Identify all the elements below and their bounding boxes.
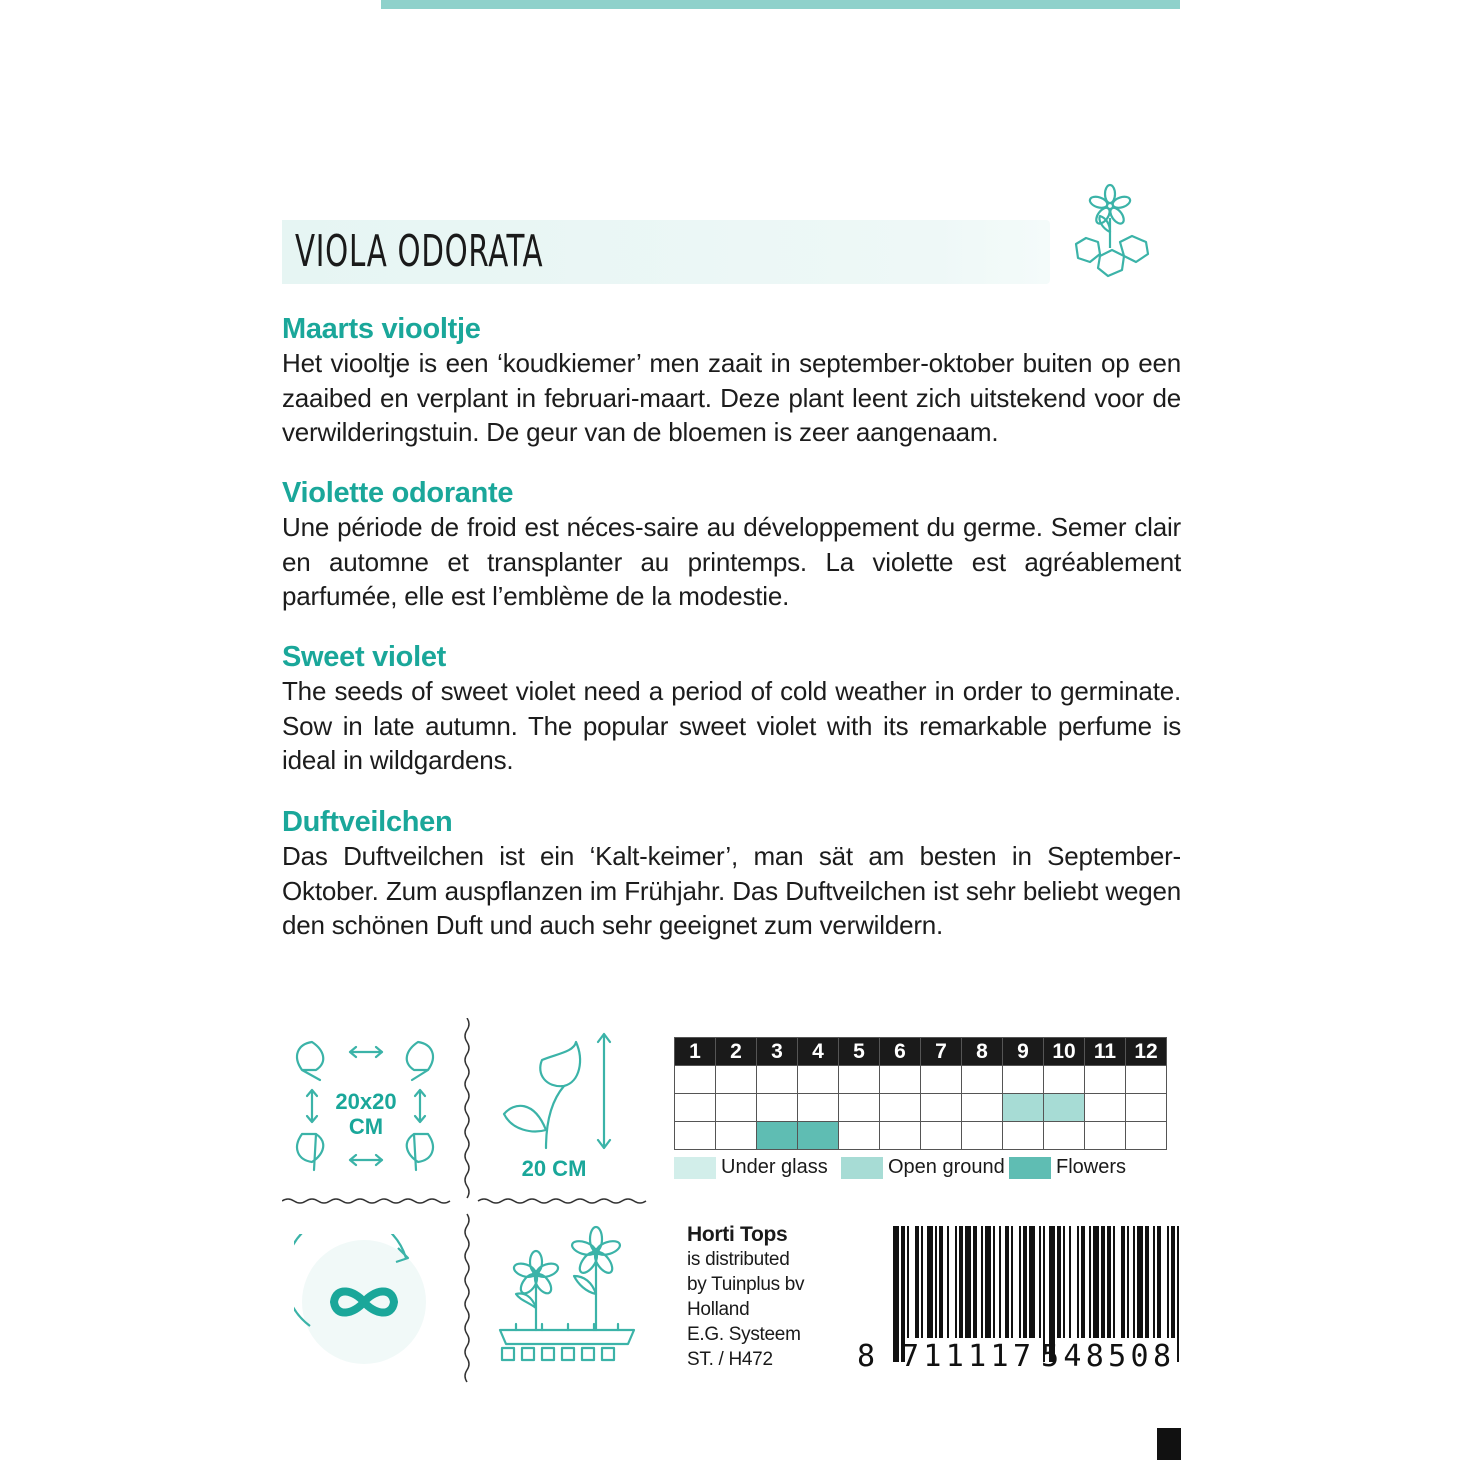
section-text: Het viooltje is een ‘koudkiemer’ men zaait in september-oktober buiten op een zaaibed en verplant in februari-maart. Deze plant leent zich uitstekend voor de verwilderingstuin. De geur van de bloemen is zeer aangenaam. (282, 348, 1181, 447)
section-french (282, 476, 1181, 614)
month-1: 1 (675, 1038, 716, 1066)
distributor-line: E.G. Systeem (687, 1324, 801, 1345)
legend-label: Under glass (721, 1156, 828, 1178)
calendar-cell (921, 1094, 962, 1122)
top-color-bar (381, 0, 1180, 9)
section-dutch (282, 312, 1181, 450)
calendar-cell (1085, 1066, 1126, 1094)
calendar-cell (839, 1066, 880, 1094)
month-11: 11 (1085, 1038, 1126, 1066)
calendar-cell (839, 1122, 880, 1150)
section-text: Une période de froid est néces-saire au développement du germe. Semer clair en automne et transplanter au printemps. La violette est agréablement parfumée, elle est l’emblème de la modestie. (282, 512, 1181, 611)
calendar-cell (757, 1066, 798, 1094)
section-text: Das Duftveilchen ist ein ‘Kalt-keimer’, man sät am besten in September-Oktober. Zum auspflanzen im Frühjahr. Das Duftveilchen ist sehr beliebt wegen den schönen Duft und auch sehr geeignet zum verwildern. (282, 841, 1181, 940)
month-3: 3 (757, 1038, 798, 1066)
plant-height-icon (494, 1030, 624, 1190)
month-2: 2 (716, 1038, 757, 1066)
calendar-cell (1003, 1122, 1044, 1150)
month-6: 6 (880, 1038, 921, 1066)
legend-under-glass (674, 1156, 828, 1179)
calendar-row-open-ground (675, 1094, 1167, 1122)
legend-open-ground (841, 1156, 1005, 1179)
calendar-cell (1085, 1094, 1126, 1122)
brand-name: Horti Tops (687, 1223, 788, 1246)
calendar-cell (716, 1066, 757, 1094)
calendar-cell (1003, 1094, 1044, 1122)
legend-flowers (1009, 1156, 1126, 1179)
section-heading: Maarts viooltje (282, 313, 481, 345)
sowing-calendar (674, 1037, 1167, 1150)
calendar-row-flowers (675, 1122, 1167, 1150)
calendar-cell (1044, 1122, 1085, 1150)
calendar-cell (798, 1122, 839, 1150)
legend-label: Open ground (888, 1156, 1005, 1178)
month-7: 7 (921, 1038, 962, 1066)
calendar-cell (839, 1094, 880, 1122)
corner-mark (1157, 1428, 1181, 1460)
calendar-cell (716, 1122, 757, 1150)
calendar-cell (757, 1122, 798, 1150)
legend-label: Flowers (1056, 1156, 1127, 1178)
distributor-line: ST. / H472 (687, 1349, 773, 1370)
height-label: 20 CM (521, 1156, 587, 1181)
calendar-cell (757, 1094, 798, 1122)
section-heading: Duftveilchen (282, 806, 453, 838)
calendar-cell (798, 1094, 839, 1122)
calendar-cell (1126, 1066, 1167, 1094)
calendar-cell (1085, 1122, 1126, 1150)
month-10: 10 (1044, 1038, 1085, 1066)
distributor-line: Holland (687, 1299, 750, 1320)
seedling-tray-icon (494, 1222, 640, 1368)
calendar-row-under-glass (675, 1066, 1167, 1094)
section-text: The seeds of sweet violet need a period of cold weather in order to germinate. Sow in late autumn. The popular sweet violet with its remarkable perfume is ideal in wildgardens. (282, 676, 1181, 775)
calendar-cell (1003, 1066, 1044, 1094)
calendar-cell (880, 1122, 921, 1150)
section-heading: Violette odorante (282, 477, 514, 509)
distributor-info (687, 1222, 804, 1372)
spacing-line1: 20x20 (335, 1089, 397, 1114)
flower-hexagon-icon (1068, 182, 1154, 282)
calendar-cell (962, 1122, 1003, 1150)
legend-swatch (674, 1157, 716, 1179)
calendar-cell (1126, 1094, 1167, 1122)
calendar-cell (1044, 1066, 1085, 1094)
calendar-cell (962, 1094, 1003, 1122)
plant-spacing-icon (290, 1030, 446, 1180)
spacing-line2: CM (348, 1114, 384, 1139)
section-heading: Sweet violet (282, 641, 447, 673)
barcode-first-digit: 8 (857, 1339, 876, 1372)
month-12: 12 (1126, 1038, 1167, 1066)
wavy-divider (282, 1194, 652, 1208)
month-8: 8 (962, 1038, 1003, 1066)
infinity-icon (294, 1234, 440, 1374)
calendar-cell (675, 1094, 716, 1122)
calendar-cell (675, 1066, 716, 1094)
barcode (857, 1226, 1182, 1372)
barcode-right-digits: 548508 (1041, 1339, 1171, 1372)
legend-swatch (841, 1157, 883, 1179)
month-9: 9 (1003, 1038, 1044, 1066)
calendar-cell (962, 1066, 1003, 1094)
distributor-line: is distributed (687, 1249, 790, 1270)
calendar-cell (675, 1122, 716, 1150)
section-german (282, 805, 1181, 943)
calendar-cell (1126, 1122, 1167, 1150)
section-english (282, 640, 1181, 778)
month-4: 4 (798, 1038, 839, 1066)
page-title: VIOLA ODORATA (295, 226, 544, 277)
calendar-cell (921, 1122, 962, 1150)
calendar-cell (880, 1066, 921, 1094)
calendar-cell (880, 1094, 921, 1122)
distributor-line: by Tuinplus bv (687, 1274, 805, 1295)
calendar-header-row (675, 1038, 1167, 1066)
calendar-cell (921, 1066, 962, 1094)
calendar-cell (1044, 1094, 1085, 1122)
barcode-left-digits: 711117 (901, 1339, 1031, 1372)
calendar-cell (798, 1066, 839, 1094)
month-5: 5 (839, 1038, 880, 1066)
calendar-cell (716, 1094, 757, 1122)
legend-swatch (1009, 1157, 1051, 1179)
